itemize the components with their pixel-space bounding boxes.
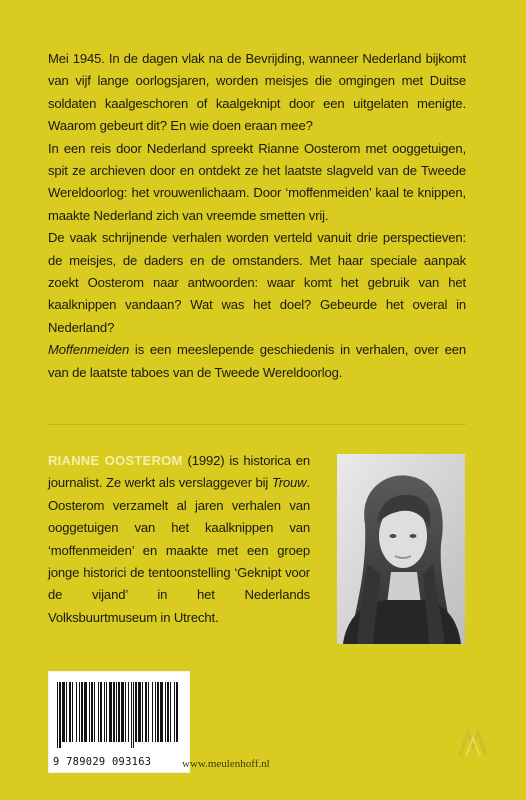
barcode-bar (145, 682, 147, 742)
barcode-bar (98, 682, 99, 742)
publisher-website: www.meulenhoff.nl (182, 758, 270, 770)
isbn-number: 9 789029 093163 (53, 756, 152, 768)
author-bio (48, 450, 310, 629)
barcode-bar (133, 682, 134, 748)
barcode-bar (174, 682, 175, 742)
barcode-bar (176, 682, 178, 742)
blurb-paragraph-1: Mei 1945. In de dagen vlak na de Bevrijding, wanneer Nederland bijkomt van vijf lange oorlogsjaren, worden meisjes die omgingen met Duitse soldaten kaalgeschoren of kaalgeknipt door een uitgelaten menigte. Waarom gebeurt dit? En wie doen eraan mee? (48, 51, 466, 134)
barcode-bar (72, 682, 73, 742)
barcode-bar (157, 682, 159, 742)
barcode-bar (125, 682, 126, 742)
barcode-bar (91, 682, 93, 742)
barcode-bar (121, 682, 124, 742)
barcode-bar (89, 682, 90, 742)
barcode-bar (84, 682, 87, 742)
barcode-bar (94, 682, 95, 742)
barcode-bar (152, 682, 153, 742)
barcode-bar (142, 682, 143, 742)
barcode-bars (55, 682, 183, 748)
barcode-bar (66, 682, 67, 742)
publisher-logo-icon (456, 726, 490, 760)
barcode-bar (128, 682, 129, 742)
barcode-bar (100, 682, 102, 742)
blurb-paragraph-2: In een reis door Nederland spreekt Rianne Oosterom met ooggetuigen, spit ze archieven door en ontdekt ze het laatste slagveld van de Tweede Wereldoorlog: het vrouwenlichaam. Door ‘moffenmeiden’ kaal te knippen, maakte Nederland zich van vreemde smetten vrij. (48, 140, 466, 223)
barcode-bar (81, 682, 83, 742)
barcode-bar (138, 682, 141, 742)
blurb-paragraph-4-rest: is een meeslepende geschiedenis in verhalen, over een van de laatste taboes van de Tweede Wereldoorlog. (48, 342, 466, 380)
barcode-bar (104, 682, 105, 742)
author-portrait-image (337, 454, 465, 644)
barcode-bar (116, 682, 117, 742)
barcode-bar (165, 682, 166, 742)
barcode-bar (59, 682, 61, 748)
newspaper-name: Trouw (271, 475, 307, 491)
barcode-bar (109, 682, 112, 742)
author-photo (337, 454, 465, 644)
blurb-text (48, 48, 466, 384)
barcode-bar (118, 682, 120, 742)
author-bio-text-1: (1992) is historica en journalist. Ze werkt als verslaggever bij (48, 453, 310, 491)
isbn-barcode (48, 671, 190, 773)
barcode-bar (167, 682, 169, 742)
barcode-bar (62, 682, 65, 742)
barcode-bar (135, 682, 137, 742)
barcode-bar (106, 682, 107, 742)
author-name: RIANNE OOSTEROM (48, 453, 183, 468)
blurb-paragraph-3: De vaak schrijnende verhalen worden verteld vanuit drie perspectieven: de meisjes, de daders en de omstanders. Met haar speciale aanpak zoekt Oosterom naar antwoorden: waar komt het gebruik van het kaalknippen vandaan? Wat was het doel? Gebeurde het overal in Nederland? (48, 230, 466, 335)
barcode-bar (69, 682, 71, 742)
barcode-bar (160, 682, 163, 742)
barcode-bar (113, 682, 115, 742)
barcode-bar (155, 682, 156, 742)
barcode-bar (76, 682, 77, 742)
barcode-bar (57, 682, 58, 748)
barcode-bar (79, 682, 80, 742)
section-divider (48, 424, 466, 425)
author-bio-text-2: . Oosterom verzamelt al jaren verhalen van ooggetuigen van het kaalknippen van ‘moffenmeiden’ en maakte met een groep jonge historici de tentoonstelling ‘Geknipt voor de vijand’ in het Nederlands Volksbuurtmuseum in Utrecht. (48, 475, 310, 625)
blurb-paragraph-4 (48, 339, 466, 384)
barcode-bar (170, 682, 171, 742)
barcode-bar (131, 682, 132, 748)
barcode-bar (148, 682, 149, 742)
book-title-italic: Moffenmeiden (48, 342, 130, 358)
